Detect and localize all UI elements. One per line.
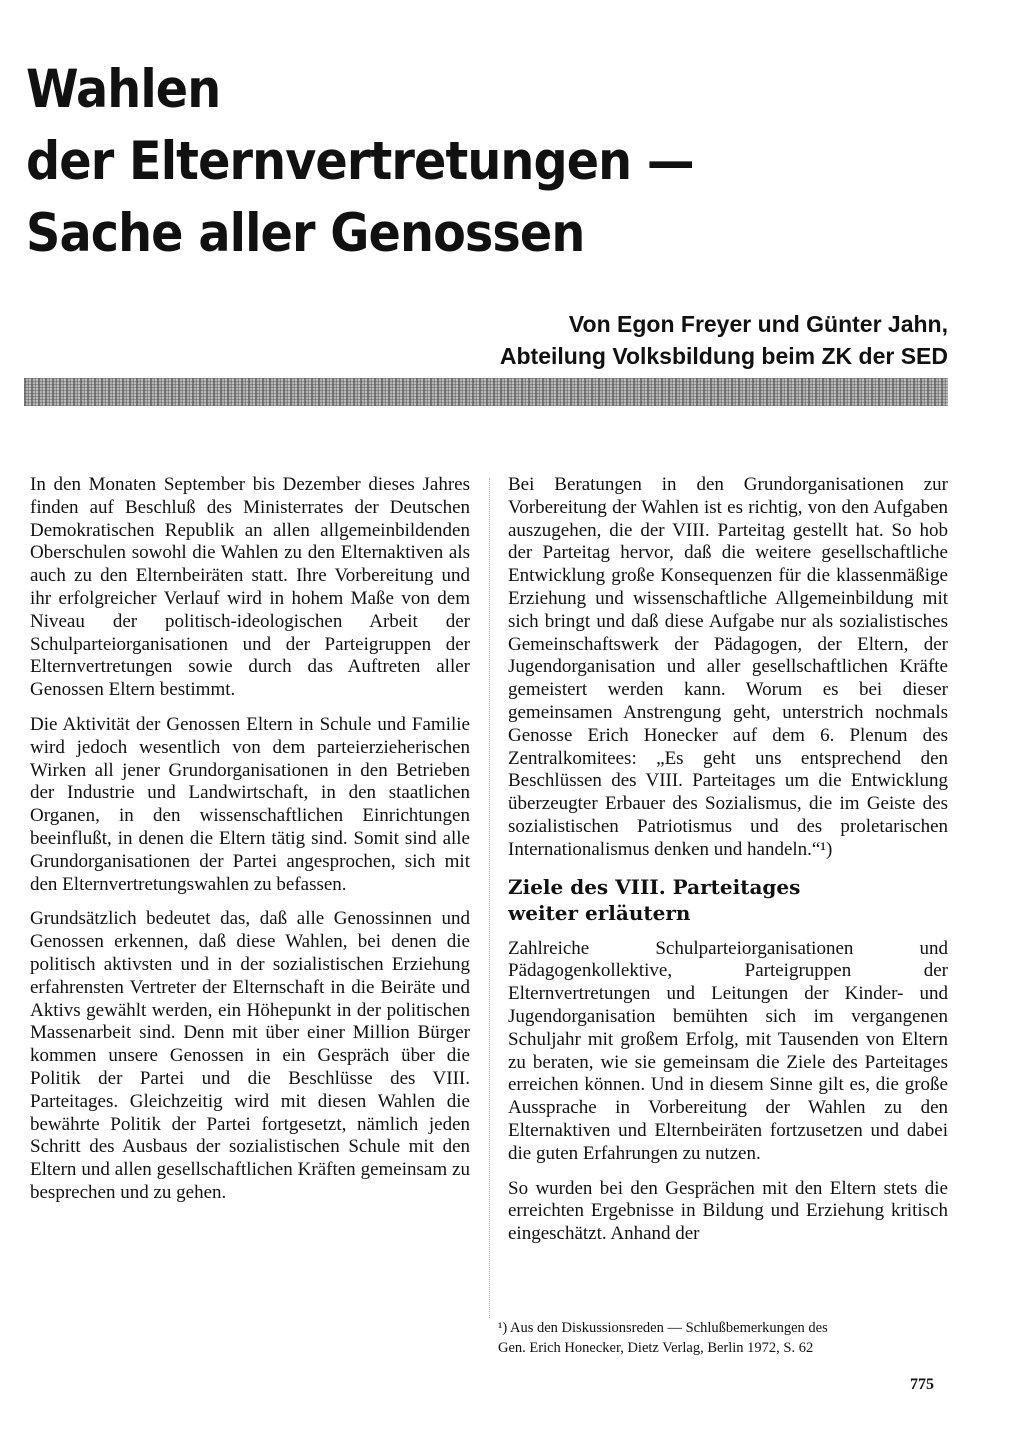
paragraph: Zahlreiche Schulparteiorganisationen und Pädagogenkollektive, Parteigruppen der Elternvertretungen und Leitungen der Kinder- und Jugendorganisation bemühten sich im vergangenen Schuljahr mit großem Erfolg, mit Tausenden von Eltern zu beraten, wie sie gemeinsam die Ziele des Parteitages erreichen können. Und in diesem Sinne gilt es, die große Aussprache in Vorbereitung der Wahlen zu den Elternaktiven und Elternbeiräten fortzusetzen und dabei die guten Erfahrungen zu nutzen. <box>508 937 948 1164</box>
paragraph: So wurden bei den Gesprächen mit den Eltern stets die erreichten Ergebnisse in Bildung und Erziehung kritisch eingeschätzt. Anhand der <box>508 1177 948 1245</box>
title-line-2: der Elternvertretungen — <box>26 131 694 192</box>
article-title <box>26 54 908 270</box>
section-heading <box>508 874 948 926</box>
section-heading-line-1: Ziele des VIII. Parteitages <box>508 874 801 899</box>
paragraph: Die Aktivität der Genossen Eltern in Schule und Familie wird jedoch wesentlich von dem parteierzieherischen Wirken all jener Grundorganisationen in den Betrieben der Industrie und Landwirtschaft, in den staatlichen Organen, in den wissenschaftlichen Einrichtungen beeinflußt, in denen die Eltern tätig sind. Somit sind alle Grundorganisationen der Partei angesprochen, sich mit den Elternvertretungswahlen zu befassen. <box>30 713 470 895</box>
paragraph: In den Monaten September bis Dezember dieses Jahres finden auf Beschluß des Ministerrates der Deutschen Demokratischen Republik an allen allgemeinbildenden Oberschulen sowohl die Wahlen zu den Elternaktiven als auch zu den Elternbeiräten statt. Ihre Vorbereitung und ihr erfolgreicher Verlauf wird in hohem Maße von dem Niveau der politisch-ideologischen Arbeit der Schulparteiorganisationen und der Parteigruppen der Elternvertretungen sowie durch das Auftreten aller Genossen Eltern bestimmt. <box>30 474 470 701</box>
column-divider <box>489 478 490 1318</box>
footnote <box>498 1318 950 1358</box>
paragraph: Grundsätzlich bedeutet das, daß alle Genossinnen und Genossen erkennen, daß diese Wahlen, bei denen die politisch aktivsten und in der sozialistischen Erziehung erfahrensten Vertreter der Elternschaft in die Beiräte und Aktivs gewählt werden, ein Höhepunkt in der politischen Massenarbeit sind. Denn mit über einer Million Bürger kommen unsere Genossen in ein Gespräch über die Politik der Partei und die Beschlüsse des VIII. Parteitages. Gleichzeitig wird mit diesen Wahlen die bewährte Politik der Partei fortgesetzt, nämlich jeden Schritt des Ausbaus der sozialistischen Schule mit den Eltern und allen gesellschaftlichen Kräften gemeinsam zu besprechen und zu gehen. <box>30 908 470 1203</box>
title-line-1: Wahlen <box>26 59 221 120</box>
halftone-divider-bar <box>24 378 948 406</box>
footnote-line-2: Gen. Erich Honecker, Dietz Verlag, Berlin 1972, S. 62 <box>498 1340 814 1356</box>
byline-affiliation: Abteilung Volksbildung beim ZK der SED <box>499 343 948 369</box>
left-column <box>30 474 470 1217</box>
page-number: 775 <box>910 1376 934 1393</box>
byline-authors: Von Egon Freyer und Günter Jahn, <box>568 311 948 337</box>
section-heading-line-2: weiter erläutern <box>508 900 691 925</box>
byline <box>500 308 948 372</box>
paragraph: Bei Beratungen in den Grundorganisationen zur Vorbereitung der Wahlen ist es richtig, von den Aufgaben auszugehen, die der VIII. Parteitag gestellt hat. So hob der Parteitag hervor, daß die weitere gesellschaftliche Entwicklung große Konsequenzen für die klassenmäßige Erziehung und wissenschaftliche Allgemeinbildung mit sich bringt und daß diese Aufgabe nur als sozialistisches Gemeinschaftswerk der Pädagogen, der Eltern, der Jugendorganisation und aller gesellschaftlichen Kräfte gemeistert werden kann. Worum es bei dieser gemeinsamen Anstrengung geht, unterstrich nochmals Genosse Erich Honecker auf dem 6. Plenum des Zentralkomitees: „Es geht uns entsprechend den Beschlüssen des VIII. Parteitages um die Entwicklung überzeugter Erbauer des Sozialismus, die im Geiste des sozialistischen Patriotismus und des proletarischen Internationalismus denken und handeln.“¹) <box>508 474 948 860</box>
title-line-3: Sache aller Genossen <box>26 203 585 264</box>
footnote-line-1: ¹) Aus den Diskussionsreden — Schlußbemerkungen des <box>498 1320 828 1336</box>
right-column <box>508 474 948 1258</box>
